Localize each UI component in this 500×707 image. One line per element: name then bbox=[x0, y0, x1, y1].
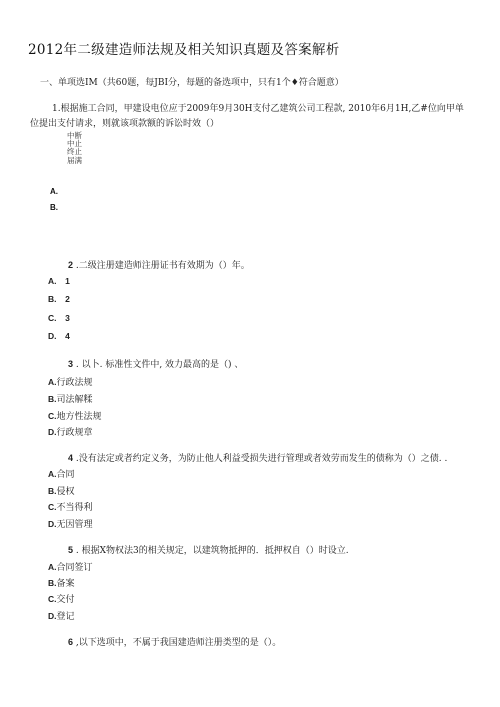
choice-text: 中止 bbox=[67, 139, 82, 149]
option-text: 4 bbox=[65, 331, 70, 341]
option-text: 不当得利 bbox=[56, 503, 93, 513]
option-label: D. bbox=[48, 611, 57, 621]
option-text: 备案 bbox=[56, 579, 75, 589]
document-title: 2012年二级建造师法规及相关知识真题及答案解析 bbox=[28, 42, 340, 58]
option-label: D. bbox=[48, 427, 57, 437]
option bbox=[48, 294, 70, 305]
question-4 bbox=[68, 451, 447, 464]
option-text: 行政法规 bbox=[56, 378, 93, 388]
option-label: A. bbox=[48, 562, 57, 572]
question-1-text: 1.根据施工合同，甲建设电位应于2009年9月30H支付乙建筑公司工程款, 2010年6月1H,乙#位向甲单位提出支付请求，则就该项款额的诉讼时效（） bbox=[30, 104, 464, 129]
question-text: .没有法定或者约定义务，为防止他人利益受损失进行管理或者效劳而发生的债称为（）之债. . bbox=[75, 454, 448, 464]
option bbox=[48, 375, 93, 388]
option bbox=[48, 276, 70, 287]
option bbox=[48, 331, 70, 342]
question-number: 6 bbox=[68, 637, 74, 647]
option-label: C. bbox=[48, 594, 57, 604]
choice-text: 终止 bbox=[67, 147, 82, 157]
option bbox=[48, 517, 93, 530]
option-label: C. bbox=[48, 502, 57, 512]
question-6 bbox=[68, 635, 281, 648]
option-text: 合同 bbox=[56, 470, 75, 480]
option-label: D. bbox=[48, 331, 57, 341]
question-2 bbox=[68, 258, 250, 271]
option bbox=[48, 592, 75, 605]
option-label: B. bbox=[48, 294, 57, 304]
option-label: C. bbox=[48, 313, 57, 323]
option-label: A. bbox=[48, 469, 57, 479]
option bbox=[48, 425, 93, 438]
option-text: 司法解糅 bbox=[56, 395, 93, 405]
option-text: 3 bbox=[65, 313, 70, 323]
option-text: 1 bbox=[65, 276, 70, 286]
question-text: . 根据X物权法3的相关规定，以建筑物抵押的．抵押权自（）时设立. bbox=[75, 546, 349, 556]
option bbox=[48, 409, 102, 422]
choice-text: 届满 bbox=[67, 155, 82, 165]
question-5 bbox=[68, 543, 349, 556]
option bbox=[48, 484, 75, 497]
option-text: 2 bbox=[65, 294, 70, 304]
option-text: 无因管理 bbox=[56, 520, 93, 530]
option-label: B. bbox=[48, 394, 57, 404]
question-number: 5 bbox=[68, 545, 74, 555]
choice-text: 中断 bbox=[67, 131, 82, 140]
option-text: 行政规章 bbox=[56, 428, 93, 438]
option bbox=[48, 313, 70, 324]
question-number: 4 bbox=[68, 453, 74, 463]
option-label: C. bbox=[48, 411, 57, 421]
option-label: A. bbox=[48, 276, 57, 286]
option-text: 合同签订 bbox=[56, 563, 93, 573]
option-label-b: B. bbox=[50, 203, 58, 212]
question-text: .二级注册建造师注册证书有效期为（）年。 bbox=[75, 261, 250, 271]
question-text: ,以下选项中，不属于我国建造师注册类型的是（）。 bbox=[75, 638, 282, 648]
option-text: 登记 bbox=[56, 612, 75, 622]
question-3 bbox=[68, 357, 243, 370]
question-1-choices bbox=[67, 132, 82, 165]
option bbox=[48, 392, 93, 405]
option bbox=[48, 560, 93, 573]
option-label: A. bbox=[48, 377, 57, 387]
option-label-a: A. bbox=[50, 187, 58, 196]
option bbox=[48, 576, 75, 589]
option-text: 交付 bbox=[56, 595, 75, 605]
option-label: B. bbox=[48, 578, 57, 588]
option-label: B. bbox=[48, 486, 57, 496]
question-text: . 以卜. 标准性文件中, 效力最高的是（) 、 bbox=[75, 360, 244, 370]
option-label: D. bbox=[48, 519, 57, 529]
option bbox=[48, 609, 75, 622]
option bbox=[48, 467, 75, 480]
option-text: 地方性法规 bbox=[56, 412, 102, 422]
option-text: 侵权 bbox=[56, 487, 75, 497]
question-number: 3 bbox=[68, 359, 74, 369]
option bbox=[48, 500, 93, 513]
question-number: 2 bbox=[68, 260, 74, 270]
section-heading: 一、单项选IM（共60题，每JBI分，每题的备选项中，只有1个♦符合题意） bbox=[40, 78, 344, 88]
